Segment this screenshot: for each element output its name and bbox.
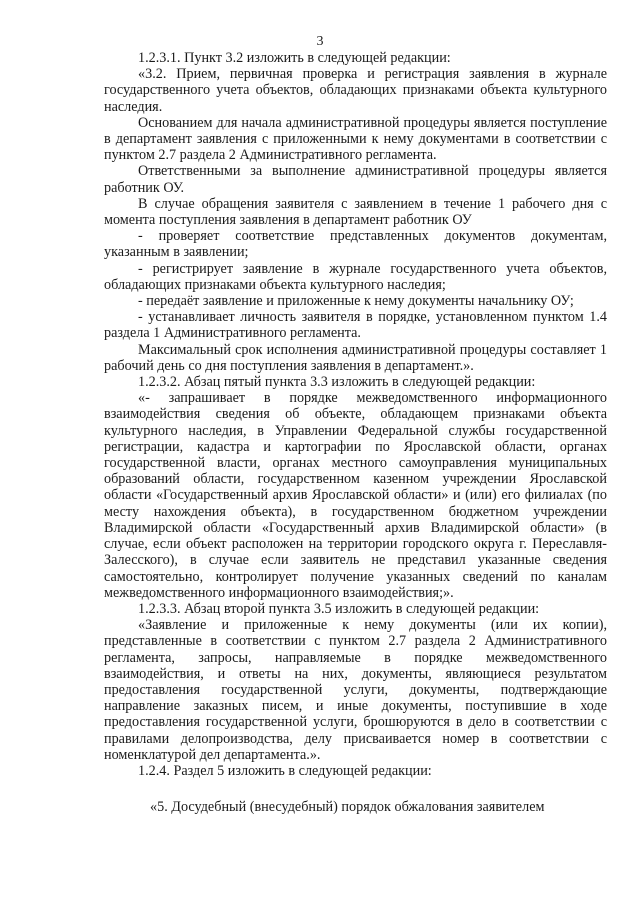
paragraph-3-2-title: «3.2. Прием, первичная проверка и регистрация заявления в журнале государственного учета объектов, обладающих признаками объекта культурного наследия. [104, 66, 607, 115]
paragraph-interagency-request: «- запрашивает в порядке межведомственного информационного взаимодействия сведения об объекте, обладающем признаками объекта культурного наследия, в Управлении Федеральной службы государственной регистрации, кадастра и картографии по Ярославской области, органах государственной власти, органах местного самоуправления муниципальных образований области, государственном казенном учреждении Ярославской области «Государственный архив Ярославской области» и (или) его филиалах (по месту нахождения объекта), в государственном бюджетном учреждении Владимирской области «Государственный архив Владимирской области» (в случае, если объект расположен на территории городского округа г. Переславля-Залесского), в случае если заявитель не представил указанные сведения самостоятельно, контролирует получение указанных сведений по каналам межведомственного информационного взаимодействия;». [104, 390, 607, 601]
paragraph-grounds: Основанием для начала административной процедуры является поступление в департамент заявления с приложенными к нему документами в соответствии с пунктом 2.7 раздела 2 Административного регламента. [104, 114, 607, 164]
list-item-transfers: - передаёт заявление и приложенные к нему документы начальнику ОУ; [138, 293, 574, 310]
paragraph-amend-3-5-heading: 1.2.3.3. Абзац второй пункта 3.5 изложить в следующей редакции: [138, 600, 540, 617]
paragraph-amend-3-2-heading: 1.2.3.1. Пункт 3.2 изложить в следующей редакции: [138, 50, 451, 66]
list-item-checks: - проверяет соответствие представленных документов документам, указанным в заявлении; [104, 228, 607, 261]
paragraph-documents-filing: «Заявление и приложенные к нему документы (или их копии), представленные в соответствии с пунктом 2.7 раздела 2 Административного регламента, запросы, направляемые в порядке межведомственного взаимодействия, и ответы на них, документы, являющиеся результатом предоставления государственной услуги, документы, подтверждающие направление заказных писем, и иные документы, поступившие в ходе предоставления государственной услуги, брошюруются в дело в соответствии с правилами делопроизводства, делу присваивается номер в соответствии с номенклатурой дел департамента.». [104, 617, 607, 763]
list-item-identity: - устанавливает личность заявителя в порядке, установленном пунктом 1.4 раздела 1 Административного регламента. [104, 309, 607, 342]
paragraph-section-5-title: «5. Досудебный (внесудебный) порядок обжалования заявителем [150, 799, 545, 816]
document-body [104, 50, 607, 815]
paragraph-amend-3-3-heading: 1.2.3.2. Абзац пятый пункта 3.3 изложить в следующей редакции: [138, 374, 536, 391]
page-number: 3 [316, 34, 324, 49]
paragraph-max-term: Максимальный срок исполнения административной процедуры составляет 1 рабочий день со дня поступления заявления в департамент.». [104, 341, 607, 374]
list-item-registers: - регистрирует заявление в журнале государственного учета объектов, обладающих признаками объекта культурного наследия; [104, 260, 607, 293]
paragraph-amend-section-5-heading: 1.2.4. Раздел 5 изложить в следующей редакции: [138, 762, 432, 779]
paragraph-applicant-case: В случае обращения заявителя с заявлением в течение 1 рабочего дня с момента поступления заявления в департамент работник ОУ [104, 195, 607, 229]
paragraph-responsible: Ответственными за выполнение административной процедуры является работник ОУ. [104, 163, 607, 196]
